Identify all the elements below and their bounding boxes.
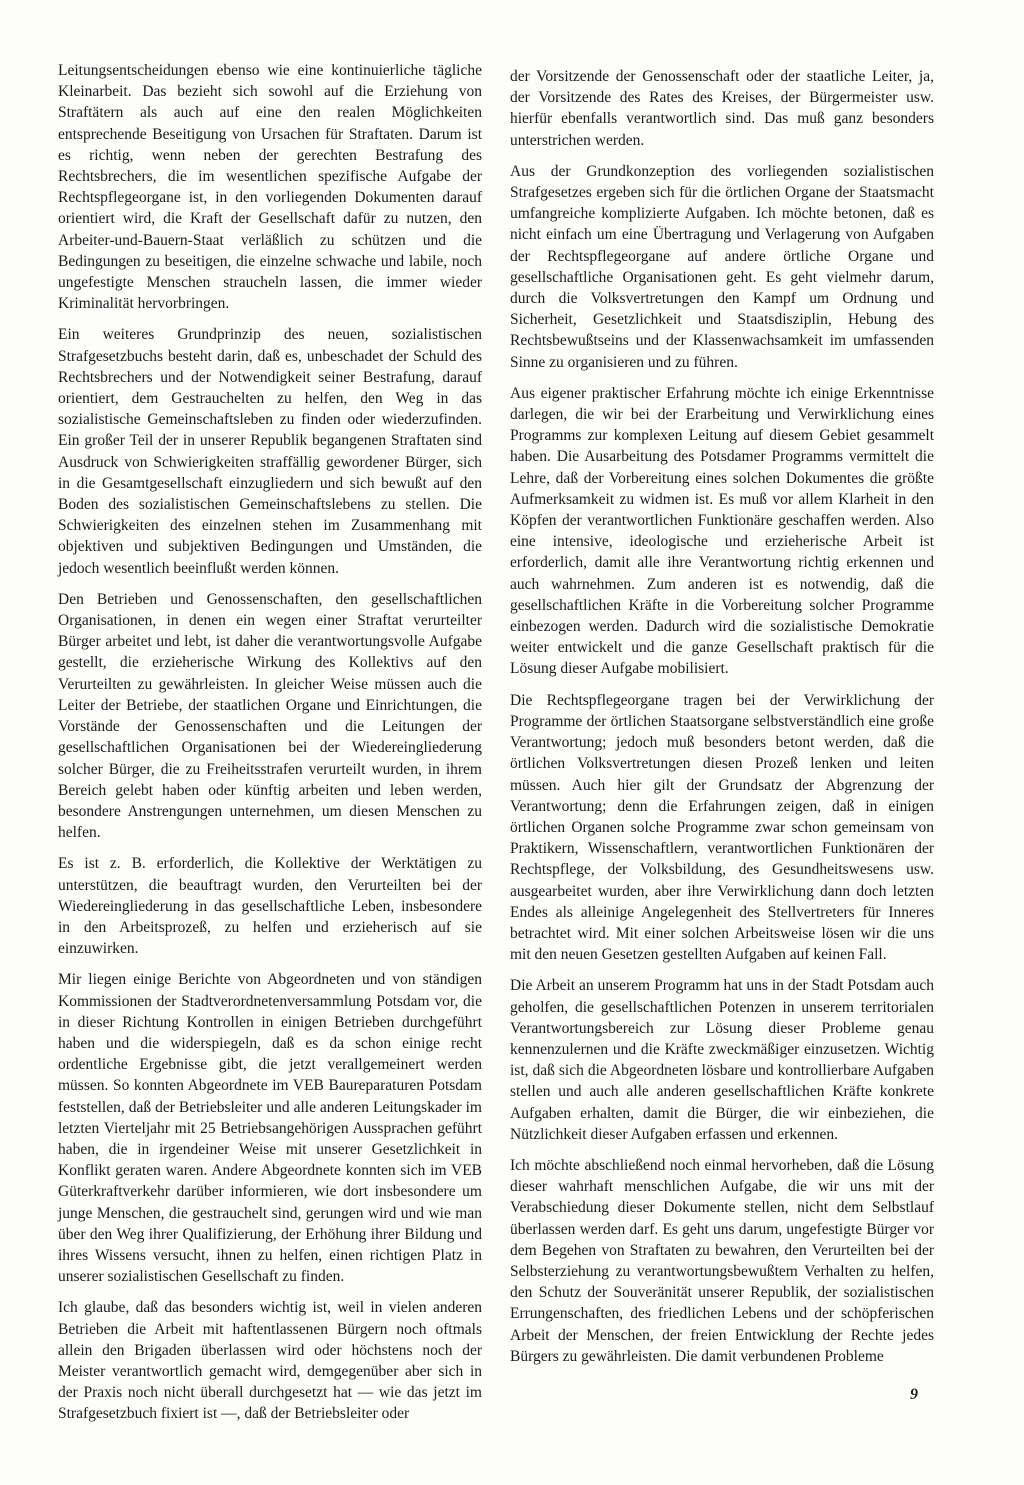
paragraph: Den Betrieben und Genossenschaften, den gesellschaftlichen Organisationen, in denen ein wegen einer Straftat verurteilter Bürger arbeitet und lebt, ist daher die verantwortungsvolle Aufgabe gestellt, die erzieherische Wirkung des Kollektivs auf den Verurteilten zu gewährleisten. In gleicher Weise müssen auch die Leiter der Betriebe, der staatlichen Organe und Einrichtungen, die Vorstände der Genossenschaften und die Leitungen der gesellschaftlichen Organisationen bei der Wiedereingliederung solcher Bürger, die zu Freiheitsstrafen verurteilt wurden, in ihrem Bereich gelebt haben oder künftig arbeiten und leben werden, besondere Anstrengungen unternehmen, um diesen Menschen zu helfen.	[58, 590, 482, 842]
right-text-column	[510, 66, 934, 1367]
paragraph: Es ist z. B. erforderlich, die Kollektive der Werktätigen zu unterstützen, die beauftragt wurden, den Verurteilten bei der Wiedereingliederung in das gesellschaftliche Leben, insbesondere in den Arbeitsprozeß, zu helfen und erzieherisch auf sie einzuwirken.	[58, 855, 482, 958]
paragraph: Leitungsentscheidungen ebenso wie eine kontinuierliche tägliche Kleinarbeit. Das bezieht sich sowohl auf die Erziehung von Straftätern als auch auf eine den realen Möglichkeiten entsprechende Beseitigung von Ursachen für Straftaten. Darum ist es richtig, wenn neben der gerechten Bestrafung des Rechtsbrechers, die im wesentlichen spezifische Aufgabe der Rechtspflegeorgane ist, in den vorliegenden Dokumenten darauf orientiert wird, die Kraft der Gesellschaft dafür zu nutzen, den Arbeiter-und-Bauern-Staat verläßlich zu schützen und die Bedingungen zu beseitigen, die einzelne schwache und labile, noch ungefestigte Menschen straucheln lassen, die immer wieder Kriminalität hervorbringen.	[58, 62, 482, 313]
paragraph: der Vorsitzende der Genossenschaft oder der staatliche Leiter, ja, der Vorsitzende des Rates des Kreises, der Bürgermeister usw. hierfür ebenfalls verantwortlich sind. Das muß ganz besonders unterstrichen werden.	[510, 68, 934, 149]
paragraph: Mir liegen einige Berichte von Abgeordneten und von ständigen Kommissionen der Stadtverordnetenversammlung Potsdam vor, die in dieser Richtung Kontrollen in einigen Betrieben durchgeführt haben und die widerspiegeln, daß es da schon einige recht ordentliche Ergebnisse gibt, die jetzt verallgemeinert werden müssen. So konnten Abgeordnete im VEB Baureparaturen Potsdam feststellen, daß der Betriebsleiter und alle anderen Leitungskader im letzten Vierteljahr mit 25 Betriebsangehörigen Aussprachen geführt haben, die in irgendeiner Weise mit unserer Gesetzlichkeit in Konflikt geraten waren. Andere Abgeordnete konnten sich im VEB Güterkraftverkehr darüber informieren, wie dort insbesondere um junge Menschen, die gestrauchelt sind, gerungen wird und wie man über den Weg ihrer Qualifizierung, der Erhöhung ihrer Bildung und ihres Wissens versucht, ihnen zu helfen, einen richtigen Platz in unserer sozialistischen Gesellschaft zu finden.	[58, 971, 482, 1286]
page-number: 9	[910, 1386, 918, 1403]
paragraph: Aus eigener praktischer Erfahrung möchte ich einige Erkenntnisse darlegen, die wir bei der Erarbeitung und Verwirklichung eines Programms zur komplexen Leitung auf diesem Gebiet gesammelt haben. Die Ausarbeitung des Potsdamer Programms vermittelt die Lehre, daß der Vorbereitung eines solchen Dokumentes die größte Aufmerksamkeit zu widmen ist. Es muß vor allem Klarheit in den Köpfen der verantwortlichen Funktionäre geschaffen werden. Also eine intensive, ideologische und erzieherische Arbeit ist erforderlich, damit alle ihre Verantwortung richtig erkennen und auch wahrnehmen. Zum anderen ist es notwendig, daß die gesellschaftlichen Kräfte in die Vorbereitung solcher Programme einbezogen werden. Dadurch wird die sozialistische Demokratie weiter entwickelt und die ganze Gesellschaft praktisch für die Lösung dieser Aufgabe mobilisiert.	[510, 384, 934, 678]
paragraph: Aus der Grundkonzeption des vorliegenden sozialistischen Strafgesetzes ergeben sich für die örtlichen Organe der Staatsmacht umfangreiche komplizierte Aufgaben. Ich möchte betonen, daß es nicht einfach um eine Übertragung und Verlagerung von Aufgaben der Rechtspflegeorgane auf andere örtliche Organe und gesellschaftliche Organisationen geht. Es geht vielmehr darum, durch die Volksvertretungen den Kampf um Ordnung und Sicherheit, Gesetzlichkeit und Staatsdisziplin, Hebung des Rechtsbewußtseins und der Klassenwachsamkeit im umfassenden Sinne zu organisieren und zu führen.	[510, 162, 934, 371]
paragraph: Ich möchte abschließend noch einmal hervorheben, daß die Lösung dieser wahrhaft menschlichen Aufgabe, die wir uns mit der Verabschiedung dieser Dokumente stellen, nicht dem Selbstlauf überlassen werden darf. Es geht uns darum, ungefestigte Bürger vor dem Begehen von Straftaten zu bewahren, den Verurteilten bei der Selbsterziehung zu verantwortungsbewußtem Verhalten zu helfen, den Schutz der Souveränität unserer Republik, der sozialistischen Errungenschaften, des friedlichen Lebens und der schöpferischen Arbeit der Menschen, der freien Entwicklung der Rechte jedes Bürgers zu gewährleisten. Die damit verbundenen Probleme	[510, 1156, 934, 1365]
paragraph: Ein weiteres Grundprinzip des neuen, sozialistischen Strafgesetzbuchs besteht darin, daß es, unbeschadet der Schuld des Rechtsbrechers und der Notwendigkeit seiner Bestrafung, darauf orientiert, dem Gestrauchelten zu helfen, den Weg in das sozialistische Gemeinschaftsleben zu finden oder wiederzufinden. Ein großer Teil der in unserer Republik begangenen Straftaten sind Ausdruck von Schwierigkeiten straffällig gewordener Bürger, sich in die Gesamtgesellschaft einzugliedern und sich bewußt auf den Boden des sozialistischen Gemeinschaftslebens zu stellen. Die Schwierigkeiten des einzelnen stehen im Zusammenhang mit objektiven und subjektiven Bedingungen und Umständen, die jedoch wesentlich beeinflußt werden können.	[58, 326, 482, 577]
left-text-column	[58, 60, 482, 1425]
paragraph: Die Rechtspflegeorgane tragen bei der Verwirklichung der Programme der örtlichen Staatsorgane selbstverständlich eine große Verantwortung; jedoch muß besonders betont werden, daß die örtlichen Volksvertretungen diesen Prozeß lenken und leiten müssen. Auch hier gilt der Grundsatz der Abgrenzung der Verantwortung; denn die Erfahrungen zeigen, daß in einigen örtlichen Organen solche Programme zwar schon gemeinsam von Praktikern, Wissenschaftlern, verantwortlichen Funktionären der Rechtspflege, der Volksbildung, des Gesundheitswesens usw. ausgearbeitet wurden, aber ihre Verwirklichung dann doch letzten Endes als alleinige Angelegenheit des Stellvertreters für Inneres betrachtet wird. Mit einer solchen Arbeitsweise lösen wir die uns mit den neuen Gesetzen gestellten Aufgaben auf keinen Fall.	[510, 691, 934, 964]
paragraph: Ich glaube, daß das besonders wichtig ist, weil in vielen anderen Betrieben die Arbeit mit haftentlassenen Bürgern noch oftmals allein den Brigaden überlassen wird oder höchstens noch der Meister verantwortlich gemacht wird, demgegenüber aber sich in der Praxis noch nicht überall durchgesetzt hat — wie das jetzt im Strafgesetzbuch fixiert ist —, daß der Betriebsleiter oder	[58, 1299, 482, 1423]
paragraph: Die Arbeit an unserem Programm hat uns in der Stadt Potsdam auch geholfen, die gesellschaftlichen Potenzen in unserem territorialen Verantwortungsbereich zur Lösung dieser Probleme genau kennenzulernen und die Kräfte zweckmäßiger einzusetzen. Wichtig ist, daß sich die Abgeordneten lösbare und kontrollierbare Aufgaben stellen und auch alle anderen gesellschaftlichen Kräfte konkrete Aufgaben erhalten, damit die Bürger, die wir einbeziehen, die Nützlichkeit dieser Aufgaben erfassen und erkennen.	[510, 977, 934, 1143]
